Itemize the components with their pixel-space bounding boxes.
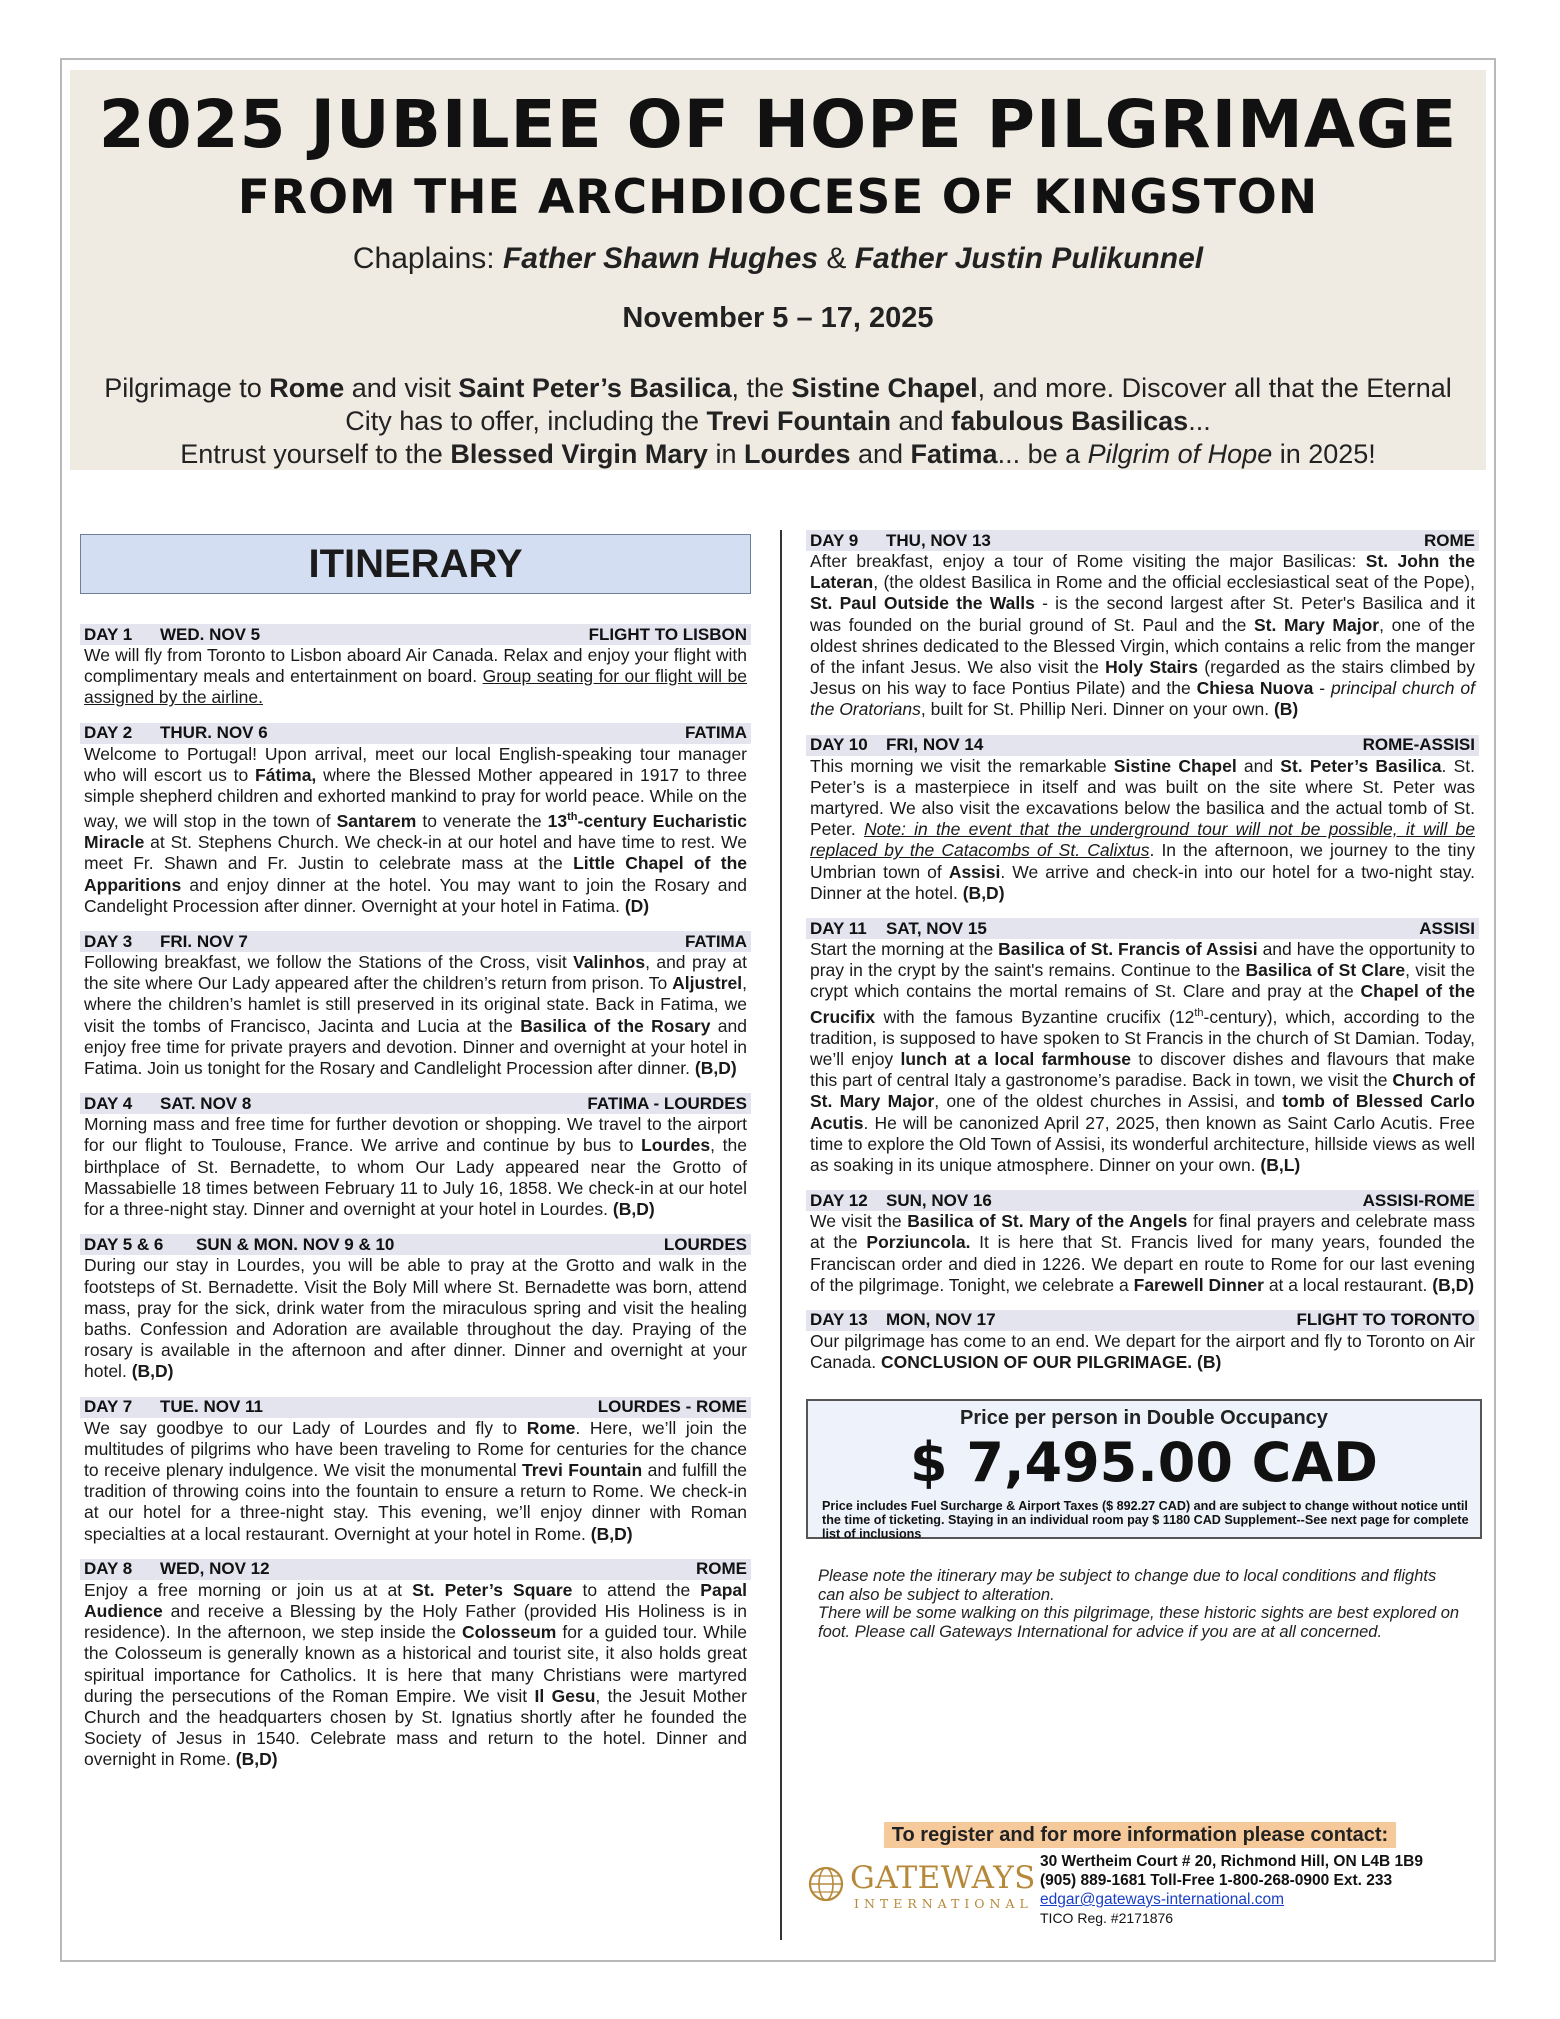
day-description: We will fly from Toronto to Lisbon aboard Air Canada. Relax and enjoy your flight with complimentary meals and entertainment on board. Group seating for our flight will be assigned by the airline. [84,645,747,708]
itinerary-right-column [806,530,1479,1641]
day-description: Enjoy a free morning or join us at at St. Peter’s Square to attend the Papal Audience and receive a Blessing by the Holy Father (provided His Holiness is in residence). In the afternoon, we step inside the Colosseum for a guided tour. While the Colosseum is generally known as a historical and tourist site, it also holds great spiritual importance for Catholics. It is here that many Christians were martyred during the persecutions of the Roman Empire. We visit Il Gesu, the Jesuit Mother Church and the headquarters chosen by St. Ignatius shortly after he founded the Society of Jesus in 1540. Celebrate mass and return to the hotel. Dinner and overnight in Rome. (B,D) [84,1579,747,1770]
day-description: We say goodbye to our Lady of Lourdes and fly to Rome. Here, we’ll join the multitudes of pilgrims who have been traveling to Rome for centuries for the chance to receive plenary indulgence. We visit the monumental Trevi Fountain and fulfill the tradition of throwing coins into the fountain to ensure a return to Rome. We check-in at our hotel for a three-night stay. This evening, we’ll enjoy dinner with Roman specialties at a local restaurant. Overnight at your hotel in Rome. (B,D) [84,1417,747,1544]
day-description: This morning we visit the remarkable Sistine Chapel and St. Peter’s Basilica. St. Peter’s is a masterpiece in itself and was built on the site where St. Peter was martyred. We also visit the excavations below the basilica and the actual tomb of St. Peter. Note: in the event that the underground tour will not be possible, it will be replaced by the Catacombs of St. Calixtus. In the afternoon, we journey to the tiny Umbrian town of Assisi. We arrive and check-in into our hotel for a two-night stay. Dinner at the hotel. (B,D) [810,755,1475,903]
price-title: Price per person in Double Occupancy [960,1407,1328,1430]
logo-name: GATEWAYS [850,1860,1036,1896]
day-2 [80,723,751,917]
day-header: DAY 9 THU, NOV 13 ROME [806,530,1479,551]
phone: (905) 889-1681 Toll-Free 1-800-268-0900 Ext. 233 [1040,1872,1393,1889]
day-description: After breakfast, enjoy a tour of Rome visiting the major Basilicas: St. John the Lateran, (the oldest Basilica in Rome and the official ecclesiastical seat of the Pope), St. Paul Outside the Walls - is the second largest after St. Peter's Basilica and it was founded on the burial ground of St. Paul and the St. Mary Major, one of the oldest shrines dedicated to the Blessed Virgin, which contains a relic from the manger of the infant Jesus. We also visit the Holy Stairs (regarded as the stairs climbed by Jesus on his way to face Pontius Pilate) and the Chiesa Nuova - principal church of the Oratorians, built for St. Phillip Neri. Dinner on your own. (B) [810,551,1475,720]
day-description: Welcome to Portugal! Upon arrival, meet our local English-speaking tour manager who will escort us to Fátima, where the Blessed Mother appeared in 1917 to three simple shepherd children and exhorted mankind to pray for world peace. While on the way, we will stop in the town of Santarem to venerate the 13th-century Eucharistic Miracle at St. Stephens Church. We check-in at our hotel and have time to rest. We meet Fr. Shawn and Fr. Justin to celebrate mass at the Little Chapel of the Apparitions and enjoy dinner at the hotel. You may want to join the Rosary and Candelight Procession after dinner. Overnight at your hotel in Fatima. (D) [84,743,748,916]
column-divider [780,530,782,1940]
day-header: DAY 2 THUR. NOV 6 FATIMA [80,723,751,744]
itinerary-left-column [80,530,751,1785]
day-description: Start the morning at the Basilica of St. Francis of Assisi and have the opportunity to pray in the crypt by the saint's remains. Continue to the Basilica of St Clare, visit the crypt which contains the mortal remains of St. Clare and pray at the Chapel of the Crucifix with the famous Byzantine crucifix (12th-century), which, according to the tradition, is supposed to have spoken to St Francis in the church of St Damian. Today, we’ll enjoy lunch at a local farmhouse to discover dishes and flavours that make this part of central Italy a gastronome’s paradise. Back in town, we visit the Church of St. Mary Major, one of the oldest churches in Assisi, and tomb of Blessed Carlo Acutis. He will be canonized April 27, 2025, then known as Saint Carlo Acutis. Free time to explore the Old Town of Assisi, its wonderful architecture, hillside views as well as soaking in its unique atmosphere. Dinner on your own. (B,L) [810,939,1476,1175]
day-description: Following breakfast, we follow the Stations of the Cross, visit Valinhos, and pray at the site where Our Lady appeared after the children’s return from prison. To Aljustrel, where the children’s hamlet is still preserved in its original state. Back in Fatima, we visit the tombs of Francisco, Jacinta and Lucia at the Basilica of the Rosary and enjoy free time for private prayers and devotion. Dinner and overnight at your hotel in Fatima. Join us tonight for the Rosary and Candlelight Procession after dinner. (B,D) [84,952,747,1079]
day-header: DAY 13 MON, NOV 17 FLIGHT TO TORONTO [806,1310,1479,1331]
day-header: DAY 10 FRI, NOV 14 ROME-ASSISI [806,735,1479,756]
day-5-6 [80,1234,751,1382]
chaplain-1: Father Shawn Hughes [502,242,819,275]
day-description: During our stay in Lourdes, you will be able to pray at the Grotto and walk in the footsteps of St. Bernadette. Visit the Boly Mill where St. Bernadette was born, attend mass, pray for the sick, drink water from the miraculous spring and visit the healing baths. Confession and Adoration are available throughout the day. Praying of the rosary is available in the afternoon and after dinner. Dinner and overnight at your hotel. (B,D) [84,1255,747,1382]
page-title: 2025 JUBILEE OF HOPE PILGRIMAGE [98,86,1458,163]
day-header: DAY 8 WED, NOV 12 ROME [80,1559,751,1580]
disclaimer-line-1: Please note the itinerary may be subject to change due to local conditions and flights can also be subject to alteration. [818,1567,1437,1604]
itinerary-heading: ITINERARY [80,534,751,594]
day-description: We visit the Basilica of St. Mary of the Angels for final prayers and celebrate mass at the Porziuncola. It is here that St. Francis lived for many years, founded the Franciscan order and died in 1226. We depart en route to Rome for our last evening of the pilgrimage. Tonight, we celebrate a Farewell Dinner at a local restaurant. (B,D) [810,1211,1475,1295]
disclaimer [806,1567,1466,1641]
price-box [806,1399,1482,1542]
day-4 [80,1093,751,1220]
day-12 [806,1190,1479,1296]
day-header: DAY 5 & 6 SUN & MON. NOV 9 & 10 LOURDES [80,1234,751,1255]
day-10 [806,735,1479,904]
day-header: DAY 7 TUE. NOV 11 LOURDES - ROME [80,1397,751,1418]
logo-subtitle: INTERNATIONAL [854,1896,1033,1911]
globe-icon [806,1862,846,1906]
day-7 [80,1397,751,1545]
day-13 [806,1310,1479,1373]
disclaimer-line-2: There will be some walking on this pilgrimage, these historic sights are best explored on foot. Please call Gateways International for advice if you are at all concerned. [818,1604,1460,1641]
contact-details [1040,1852,1423,1928]
price-amount: $ 7,495.00 CAD [910,1431,1378,1495]
day-3 [80,931,751,1079]
tico-registration: TICO Reg. #2171876 [1040,1910,1174,1926]
header-banner [70,70,1486,470]
day-description: Morning mass and free time for further devotion or shopping. We travel to the airport for our flight to Toulouse, France. We arrive and continue by bus to Lourdes, the birthplace of St. Bernadette, to whom Our Lady appeared near the Grotto of Massabielle 18 times between February 11 to July 16, 1858. We check-in at our hotel for a three-night stay. Dinner and overnight at your hotel in Lourdes. (B,D) [84,1114,747,1220]
trip-dates: November 5 – 17, 2025 [622,302,934,334]
intro-paragraph: Pilgrimage to Rome and visit Saint Peter’s Basilica, the Sistine Chapel, and more. Discover all that the Eternal City has to offer, including the Trevi Fountain and fabulous Basilicas... Entrust yourself to the Blessed Virgin Mary in Lourdes and Fatima... be a Pilgrim of Hope in 2025! [104,373,1452,469]
day-header: DAY 3 FRI. NOV 7 FATIMA [80,931,751,952]
day-header: DAY 4 SAT. NOV 8 FATIMA - LOURDES [80,1093,751,1114]
day-header: DAY 11 SAT, NOV 15 ASSISI [806,918,1479,939]
day-1 [80,624,751,709]
contact-heading: To register and for more information please contact: [884,1822,1396,1848]
day-description: Our pilgrimage has come to an end. We depart for the airport and fly to Toronto on Air Canada. CONCLUSION OF OUR PILGRIMAGE. (B) [810,1330,1475,1373]
email-link[interactable]: edgar@gateways-international.com [1040,1891,1285,1908]
day-header: DAY 12 SUN, NOV 16 ASSISI-ROME [806,1190,1479,1211]
day-9 [806,530,1479,721]
chaplains-line: Chaplains: Father Shawn Hughes & Father Justin Pulikunnel [352,242,1204,275]
price-note: Price includes Fuel Surcharge & Airport Taxes ($ 892.27 CAD) and are subject to change without notice until the time of ticketing. Staying in an individual room pay $ 1180 CAD Supplement--See next page for complete list of inclusions [822,1499,1469,1542]
day-11 [806,918,1479,1176]
chaplain-2: Father Justin Pulikunnel [854,242,1204,275]
day-header: DAY 1 WED. NOV 5 FLIGHT TO LISBON [80,624,751,645]
day-8 [80,1559,751,1771]
gateways-logo [806,1858,1036,1918]
address: 30 Wertheim Court # 20, Richmond Hill, ON L4B 1B9 [1040,1853,1423,1870]
page-subtitle: FROM THE ARCHDIOCESE OF KINGSTON [237,170,1319,225]
